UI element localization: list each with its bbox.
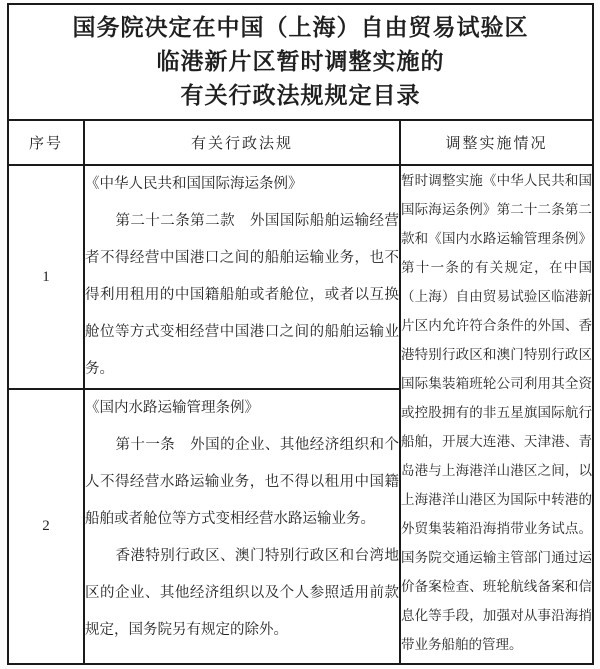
table-row [8, 165, 593, 389]
regulation-2-paragraph-1: 第十一条 外国的企业、其他经济组织和个人不得经营水路运输业务，也不得以租用中国籍船舶或者舱位等方式变相经营水路运输业务。 [85, 437, 399, 527]
title-line-2: 临港新片区暂时调整实施的 [156, 49, 445, 74]
column-header-regulation: 有关行政法规 [84, 120, 400, 165]
title-row [8, 4, 593, 120]
column-header-adjustment: 调整实施情况 [400, 120, 593, 165]
title-line-1: 国务院决定在中国（上海）自由贸易试验区 [72, 15, 529, 40]
document-title [8, 4, 593, 120]
table-header-row [8, 120, 593, 165]
adjustment-text: 暂时调整实施《中华人民共和国国际海运条例》第二十二条第二款和《国内水路运输管理条例》第十一条的有关规定，在中国（上海）自由贸易试验区临港新片区内允许符合条件的外国、香港特别行政区和澳门特别行政区国际集装箱班轮公司利用其全资或控股拥有的非五星旗国际航行船舶，开展大连港、天津港、青岛港与上海港洋山港区之间，以上海港洋山港区为国际中转港的外贸集装箱沿海捎带业务试点。国务院交通运输主管部门通过运价备案检查、班轮航线备案和信息化等手段，加强对从事沿海捎带业务船舶的管理。 [401, 173, 593, 652]
adjustment-cell [400, 165, 593, 664]
row-1-regulation-cell [84, 165, 400, 389]
row-1-serial-number: 1 [8, 165, 84, 389]
regulation-1-paragraph: 第二十二条第二款 外国国际船舶运输经营者不得经营中国港口之间的船舶运输业务，也不得利用租用的中国籍船舶或者舱位，或者以互换舱位等方式变相经营中国港口之间的船舶运输业务。 [85, 213, 399, 377]
column-header-serial-number: 序号 [8, 120, 84, 165]
row-2-regulation-cell [84, 389, 400, 664]
regulation-2-name: 《国内水路运输管理条例》 [85, 400, 259, 416]
regulation-1-name: 《中华人民共和国国际海运条例》 [85, 176, 303, 192]
regulation-2-paragraph-2: 香港特别行政区、澳门特别行政区和台湾地区的企业、其他经济组织以及个人参照适用前款规定，国务院另有规定的除外。 [85, 548, 399, 638]
row-2-serial-number: 2 [8, 389, 84, 664]
title-line-3: 有关行政法规规定目录 [180, 83, 421, 108]
regulations-table [7, 3, 594, 665]
